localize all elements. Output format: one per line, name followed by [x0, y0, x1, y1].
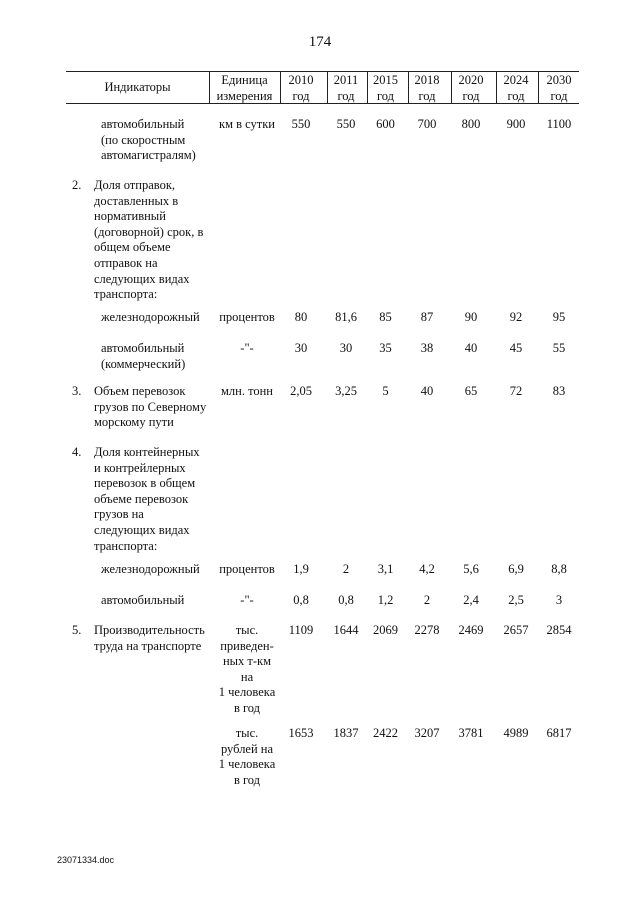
- indicator-cell-line: (коммерческий): [101, 356, 186, 371]
- unit-cell: [212, 341, 282, 357]
- value-cell-2011: 81,6: [335, 310, 357, 324]
- header-unit-line: измерения: [216, 88, 273, 103]
- indicator-cell: [101, 593, 221, 609]
- header-indicators: Индикаторы: [104, 80, 171, 94]
- value-cell-2020: 2469: [458, 623, 484, 637]
- indicator-cell-line: нормативный: [94, 209, 166, 224]
- header-year-2015: [367, 73, 404, 104]
- value-cell-2018: 700: [417, 117, 437, 131]
- value-cell-2015: 85: [379, 310, 392, 324]
- indicator-cell: [101, 562, 221, 578]
- header-year-2030-line: год: [550, 88, 568, 103]
- indicator-cell: [94, 384, 214, 431]
- header-year-2030: [538, 73, 580, 104]
- indicator-cell-line: Доля контейнерных: [94, 445, 200, 459]
- value-cell-2010: 1,9: [293, 562, 309, 576]
- indicator-cell-line: автомобильный: [101, 593, 185, 607]
- value-cell-2030: 3: [555, 593, 563, 607]
- indicator-cell-line: транспорта:: [94, 538, 158, 553]
- header-year-2024-line: 2024: [503, 73, 529, 87]
- indicator-cell-line: грузов по Северному: [94, 399, 207, 414]
- header-year-2011: [327, 73, 365, 104]
- header-year-2018: [408, 73, 446, 104]
- value-cell-2015: 35: [379, 341, 392, 355]
- value-cell-2018: 3207: [414, 726, 440, 740]
- value-cell-2030: 2854: [546, 623, 572, 637]
- indicator-cell-line: отправок на: [94, 255, 158, 270]
- unit-cell-line: процентов: [219, 310, 275, 324]
- row-number: 4.: [72, 445, 82, 459]
- value-cell-2030: 95: [552, 310, 566, 324]
- indicator-cell: [101, 341, 221, 372]
- indicator-cell-line: железнодорожный: [101, 562, 200, 576]
- header-year-2011-line: год: [337, 88, 355, 103]
- value-cell-2024: 2,5: [508, 593, 524, 607]
- value-cell-2018: 38: [420, 341, 434, 355]
- indicator-cell-line: автомобильный: [101, 117, 185, 131]
- value-cell-2011: 550: [336, 117, 356, 131]
- indicator-cell: [101, 310, 221, 326]
- value-cell-2024: 92: [509, 310, 523, 324]
- indicator-cell-line: перевозок в общем: [94, 476, 196, 491]
- unit-cell: [212, 726, 282, 788]
- unit-cell-line: рублей на: [220, 741, 274, 756]
- value-cell-2030: 6817: [546, 726, 572, 740]
- value-cell-2015: 3,1: [377, 562, 394, 576]
- value-cell-2018: 40: [420, 384, 434, 398]
- unit-cell-line: км в сутки: [219, 117, 275, 131]
- value-cell-2015: 5: [382, 384, 389, 398]
- value-cell-2010: 30: [294, 341, 308, 355]
- header-year-2010-line: 2010: [288, 73, 314, 87]
- unit-cell-line: 1 человека: [218, 757, 276, 772]
- indicator-cell: [94, 445, 214, 554]
- unit-cell-line: тыс.: [235, 726, 259, 740]
- value-cell-2024: 45: [509, 341, 523, 355]
- value-cell-2030: 8,8: [551, 562, 567, 576]
- header-year-2015-line: 2015: [373, 73, 398, 87]
- value-cell-2015: 2422: [373, 726, 398, 740]
- header-unit: [209, 73, 280, 104]
- value-cell-2011: 3,25: [335, 384, 357, 398]
- value-cell-2024: 2657: [503, 623, 529, 637]
- value-cell-2018: 2: [423, 593, 431, 607]
- header-year-2020-line: 2020: [458, 73, 484, 87]
- value-cell-2011: 1837: [333, 726, 359, 740]
- value-cell-2024: 72: [509, 384, 523, 398]
- value-cell-2020: 65: [464, 384, 478, 398]
- value-cell-2010: 1653: [288, 726, 314, 740]
- unit-cell: [212, 623, 282, 717]
- unit-cell: [212, 117, 282, 133]
- unit-cell: [212, 384, 282, 400]
- unit-cell-line: 1 человека: [218, 685, 276, 700]
- indicator-cell: [94, 623, 214, 654]
- value-cell-2020: 800: [461, 117, 481, 131]
- unit-cell: [212, 310, 282, 326]
- value-cell-2030: 1100: [546, 117, 572, 131]
- indicator-cell-line: Объем перевозок: [94, 384, 186, 398]
- value-cell-2010: 80: [294, 310, 308, 324]
- unit-cell-line: в год: [233, 700, 261, 715]
- value-cell-2018: 4,2: [419, 562, 435, 576]
- unit-cell: [212, 562, 282, 578]
- indicator-cell-line: автомобильный: [101, 341, 185, 355]
- row-number: 5.: [72, 623, 82, 637]
- indicator-cell-line: общем объеме: [94, 240, 171, 255]
- unit-cell-line: млн. тонн: [220, 384, 273, 398]
- value-cell-2024: 4989: [503, 726, 529, 740]
- indicator-cell-line: Производительность: [94, 623, 205, 637]
- document-filename: 23071334.doc: [57, 855, 115, 865]
- header-year-2015-line: год: [376, 88, 395, 103]
- indicator-cell-line: транспорта:: [94, 287, 158, 302]
- indicator-cell-line: доставленных в: [94, 193, 179, 208]
- value-cell-2020: 5,6: [463, 562, 479, 576]
- header-year-2030-line: 2030: [546, 73, 572, 87]
- value-cell-2011: 1644: [333, 623, 359, 637]
- unit-cell-line: приведен-: [220, 638, 274, 653]
- indicator-cell-line: грузов на: [94, 507, 144, 522]
- header-year-2010-line: год: [292, 88, 310, 103]
- header-year-2024: [496, 73, 536, 104]
- header-year-2020: [451, 73, 491, 104]
- indicator-cell-line: железнодорожный: [101, 310, 200, 324]
- value-cell-2018: 87: [420, 310, 434, 324]
- unit-cell: [212, 593, 282, 609]
- table-top-rule: [66, 71, 579, 72]
- unit-cell-line: на: [240, 669, 254, 684]
- row-number: 2.: [72, 178, 82, 192]
- header-year-2024-line: год: [507, 88, 525, 103]
- value-cell-2018: 2278: [414, 623, 440, 637]
- value-cell-2024: 6,9: [508, 562, 524, 576]
- value-cell-2020: 3781: [458, 726, 484, 740]
- page-number: 174: [308, 34, 332, 50]
- unit-cell-line: -"-: [240, 341, 254, 355]
- header-year-2010: [280, 73, 322, 104]
- value-cell-2011: 0,8: [338, 593, 354, 607]
- value-cell-2024: 900: [506, 117, 526, 131]
- value-cell-2020: 2,4: [463, 593, 479, 607]
- indicator-cell: [101, 117, 221, 164]
- unit-cell-line: процентов: [219, 562, 275, 576]
- value-cell-2015: 1,2: [377, 593, 394, 607]
- value-cell-2011: 30: [339, 341, 353, 355]
- value-cell-2010: 1109: [288, 623, 314, 637]
- header-year-2011-line: 2011: [333, 73, 359, 87]
- indicator-cell-line: (договорной) срок, в: [94, 224, 204, 239]
- row-number: 3.: [72, 384, 82, 398]
- indicator-cell-line: следующих видах: [94, 271, 190, 286]
- unit-cell-line: в год: [233, 772, 261, 787]
- indicator-cell-line: следующих видах: [94, 522, 190, 537]
- value-cell-2020: 90: [464, 310, 478, 324]
- value-cell-2010: 2,05: [290, 384, 312, 398]
- value-cell-2010: 550: [291, 117, 311, 131]
- indicator-cell-line: Доля отправок,: [94, 178, 176, 192]
- indicator-cell: [94, 178, 214, 303]
- indicator-cell-line: автомагистралям): [101, 148, 196, 163]
- indicator-cell-line: объеме перевозок: [94, 491, 189, 506]
- indicator-cell-line: морскому пути: [94, 415, 174, 430]
- unit-cell-line: ных т-км: [222, 654, 272, 669]
- header-year-2020-line: год: [462, 88, 480, 103]
- indicator-cell-line: труда на транспорте: [94, 638, 202, 653]
- indicator-cell-line: и контрейлерных: [94, 460, 186, 475]
- indicator-cell-line: (по скоростным: [101, 132, 186, 147]
- unit-cell-line: -"-: [240, 593, 254, 607]
- header-unit-line: Единица: [221, 73, 268, 87]
- value-cell-2011: 2: [342, 562, 350, 576]
- value-cell-2030: 55: [552, 341, 566, 355]
- header-year-2018-line: год: [418, 88, 436, 103]
- value-cell-2015: 2069: [373, 623, 398, 637]
- value-cell-2010: 0,8: [293, 593, 309, 607]
- value-cell-2015: 600: [376, 117, 395, 131]
- unit-cell-line: тыс.: [235, 623, 259, 637]
- header-year-2018-line: 2018: [414, 73, 440, 87]
- value-cell-2030: 83: [552, 384, 566, 398]
- value-cell-2020: 40: [464, 341, 478, 355]
